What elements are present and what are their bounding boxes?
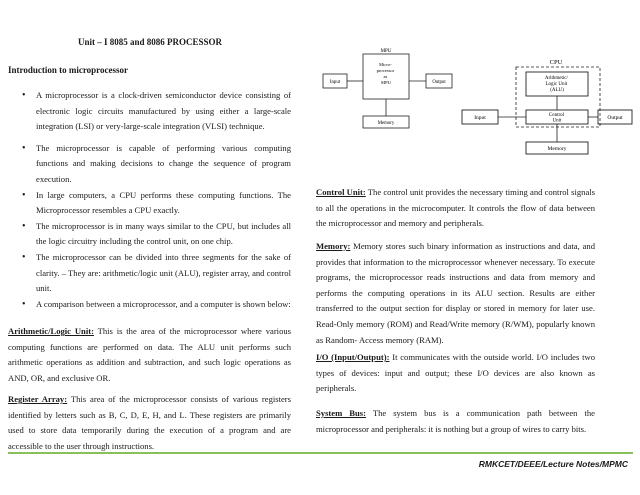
input-label: Input <box>329 80 341 85</box>
processor-label <box>377 62 396 85</box>
control-line: Control <box>548 113 565 118</box>
alu-line: Logic Unit <box>545 82 568 87</box>
page-title: Unit – I 8085 and 8086 PROCESSOR <box>78 37 223 47</box>
alu-heading: Arithmetic/Logic Unit: <box>8 326 94 336</box>
control-section <box>316 185 595 232</box>
alu-label <box>545 76 569 93</box>
control-line: Unit <box>552 118 562 124</box>
bus-text: The system bus is a communication path between the microprocessor and peripherals: it is nothing but a group of wires to carry bits. <box>316 408 595 434</box>
alu-text: This is the area of the microprocessor where various computing functions are performed on data. The ALU unit performs such arithmetic operations as addition and subtraction, and such logic operations as AND, OR, and exclusive OR. <box>8 326 292 383</box>
processor-line: MPU <box>381 80 391 85</box>
processor-line: processor <box>376 68 395 73</box>
register-text: This area of the microprocessor consists of various registers identified by letters such as B, C, D, E, H, and L. These registers are primarily used to store data temporarily during the execution of a program and are accessible to the user through instructions. <box>8 394 292 451</box>
footer-text: RMKCET/DEEE/Lecture Notes/MPMC <box>478 459 628 469</box>
alu-line: (ALU) <box>550 88 564 93</box>
bullet-item: • The microprocessor is capable of performing various computing functions and making decisions to change the sequence of program execution. <box>8 141 291 188</box>
bus-section <box>316 406 595 437</box>
control-label <box>549 113 566 124</box>
memory-section <box>316 239 595 348</box>
bullet-item: • A microprocessor is a clock-driven semiconductor device consisting of electronic logic circuits manufactured by using either a large-scale integration (LSI) or very-large-scale integration (VLSI) technique. <box>8 88 291 135</box>
output-label: Output <box>432 80 446 85</box>
footer-divider <box>8 452 633 454</box>
alu-section <box>8 324 291 386</box>
register-heading: Register Array: <box>8 394 68 404</box>
bullet-item: • In large computers, a CPU performs these computing functions. The Microprocessor resembles a CPU exactly. <box>8 188 291 219</box>
microcomputer-diagram <box>318 44 458 134</box>
bullet-item: • The microprocessor can be divided into three segments for the sake of clarity. – They are: arithmetic/logic unit (ALU), register array, and control unit. <box>8 250 291 297</box>
register-section <box>8 392 291 454</box>
memory-heading: Memory: <box>316 241 351 251</box>
io-section <box>316 350 595 397</box>
memory-label: Memory <box>377 121 395 126</box>
memory-label-2: Memory <box>547 146 567 152</box>
mpu-label: MPU <box>380 49 392 54</box>
io-text: It communicates with the outside world. I/O includes two types of devices: input and output; these I/O devices are also known as peripherals. <box>316 352 595 394</box>
control-text: The control unit provides the necessary timing and control signals to all the operations in the microcomputer. It controls the flow of data between the microprocessor and memory and peripherals. <box>316 187 595 229</box>
processor-line: as <box>383 74 388 79</box>
processor-line: Micro- <box>379 62 392 67</box>
alu-line: Arithmetic/ <box>544 76 568 81</box>
bullet-item: • The microprocessor is in many ways similar to the CPU, but includes all the logic circuitry including the control unit, on one chip. <box>8 219 291 250</box>
memory-text: Memory stores such binary information as instructions and data, and provides that information to the microprocessor whenever necessary. To execute programs, the microprocessor reads instructions and data from memory and performs the computing operations in its ALU section. Results are either transferred to the output section for display or stored in memory for later use. Read-Only memory (ROM) and Read/Write memory (R/WM), popularly known as Random- Access memory (RAM). <box>316 241 595 345</box>
intro-heading: Introduction to microprocessor <box>8 65 128 75</box>
computer-diagram <box>460 52 635 162</box>
bullet-list <box>8 88 291 312</box>
input-label-2: Input <box>474 115 486 121</box>
cpu-label: CPU <box>549 59 563 66</box>
control-heading: Control Unit: <box>316 187 366 197</box>
bus-heading: System Bus: <box>316 408 366 418</box>
io-heading: I/O (Input/Output): <box>316 352 390 362</box>
output-label-2: Output <box>607 115 623 121</box>
bullet-item: • A comparison between a microprocessor, and a computer is shown below: <box>8 297 291 313</box>
